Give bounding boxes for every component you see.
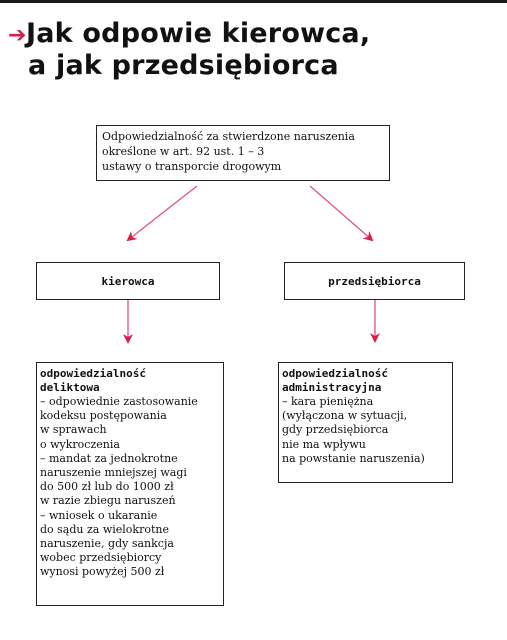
przedsiebiorca-label: przedsiębiorca (328, 274, 421, 288)
detail-line: o wykroczenia (40, 437, 120, 451)
detail-heading: deliktowa (40, 381, 100, 394)
detail-line: na powstanie naruszenia) (282, 451, 425, 465)
detail-line: – mandat za jednokrotne (40, 451, 178, 465)
title-line-1: Jak odpowie kierowca, (26, 18, 371, 49)
detail-heading: odpowiedzialność (282, 367, 388, 380)
kierowca-label: kierowca (101, 274, 155, 288)
detail-line: naruszenie, gdy sankcja (40, 537, 174, 551)
kierowca-detail-box (36, 362, 224, 606)
root-line: określone w art. 92 ust. 1 – 3 (102, 145, 265, 158)
detail-line: w sprawach (40, 423, 107, 437)
root-box (96, 125, 390, 181)
detail-heading: administracyjna (282, 381, 382, 394)
title-line-2: a jak przedsiębiorca (28, 50, 339, 81)
przedsiebiorca-detail-box (278, 362, 453, 483)
detail-line: nie ma wpływu (282, 437, 366, 451)
arrow-right-icon: ➔ (8, 23, 27, 48)
detail-line: w razie zbiegu naruszeń (40, 494, 176, 508)
przedsiebiorca-box (284, 262, 465, 300)
detail-line: gdy przedsiębiorca (282, 423, 389, 437)
detail-line: do sądu za wielokrotne (40, 522, 169, 536)
connector-root-to-kierowca (128, 186, 197, 240)
connector-root-to-przedsiebiorca (310, 186, 372, 240)
detail-line: naruszenie mniejszej wagi (40, 466, 187, 480)
detail-line: – kara pieniężna (282, 395, 374, 408)
detail-line: wobec przedsiębiorcy (40, 551, 162, 565)
root-line: Odpowiedzialność za stwierdzone naruszenia (102, 130, 355, 143)
detail-heading: odpowiedzialność (40, 367, 146, 380)
root-line: ustawy o transporcie drogowym (102, 160, 282, 173)
detail-line: do 500 zł lub do 1000 zł (40, 480, 174, 494)
detail-line: – wniosek o ukaranie (40, 508, 158, 522)
detail-line: kodeksu postępowania (40, 409, 167, 423)
detail-line: (wyłączona w sytuacji, (282, 409, 408, 423)
detail-line: – odpowiednie zastosowanie (40, 395, 198, 408)
kierowca-box (36, 262, 220, 300)
detail-line: wynosi powyżej 500 zł (40, 565, 165, 579)
